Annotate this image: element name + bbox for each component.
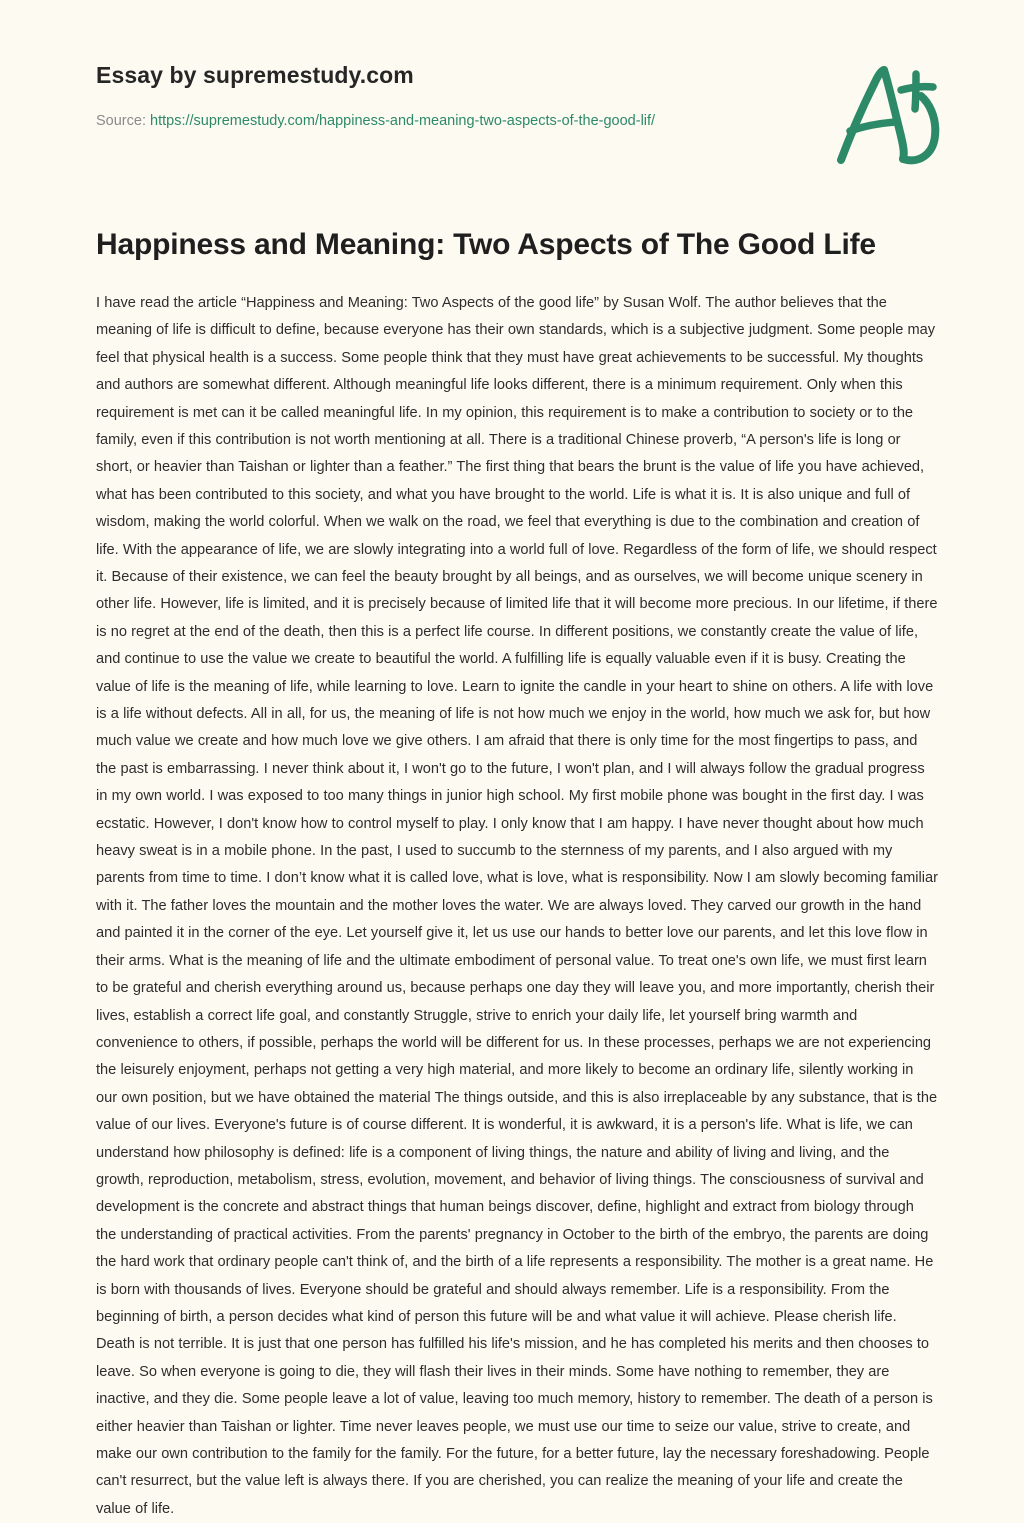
article [0, 226, 1024, 1523]
source-url-link[interactable]: https://supremestudy.com/happiness-and-meaning-two-aspects-of-the-good-lif/ [150, 112, 656, 129]
page-title: Happiness and Meaning: Two Aspects of The Good Life [96, 228, 876, 262]
source-label: Source: [96, 112, 146, 129]
page-header [0, 0, 1024, 130]
aplus-logo-icon [820, 52, 950, 172]
article-body-text: I have read the article “Happiness and Meaning: Two Aspects of the good life” by Susan Wolf. The author believes that the meaning of life is difficult to define, because everyone has their own standards, which is a subjective judgment. Some people may feel that physical health is a success. Some people think that they must have great achievements to be successful. My thoughts and authors are somewhat different. Although meaningful life looks different, there is a minimum requirement. Only when this requirement is met can it be called meaningful life. In my opinion, this requirement is to make a contribution to society or to the family, even if this contribution is not worth mentioning at all. There is a traditional Chinese proverb, “A person's life is long or short, or heavier than Taishan or lighter than a feather.” The first thing that bears the brunt is the value of life you have achieved, what has been contributed to this society, and what you have brought to the world. Life is what it is. It is also unique and full of wisdom, making the world colorful. When we walk on the road, we feel that everything is due to the combination and creation of life. With the appearance of life, we are slowly integrating into a world full of love. Regardless of the form of life, we should respect it. Because of their existence, we can feel the beauty brought by all beings, and as ourselves, we will become unique scenery in other life. However, life is limited, and it is precisely because of limited life that it will become more precious. In our lifetime, if there is no regret at the end of the death, then this is a perfect life course. In different positions, we constantly create the value of life, and continue to use the value we create to beautiful the world. A fulfilling life is equally valuable even if it is busy. Creating the value of life is the meaning of life, while learning to love. Learn to ignite the candle in your heart to shine on others. A life with love is a life without defects. All in all, for us, the meaning of life is not how much we enjoy in the world, how much we ask for, but how much value we create and how much love we give others. I am afraid that there is only time for the most fingertips to pass, and the past is embarrassing. I never think about it, I won't go to the future, I won't plan, and I will always follow the gradual progress in my own world. I was exposed to too many things in junior high school. My first mobile phone was bought in the first day. I was ecstatic. However, I don't know how to control myself to play. I only know that I am happy. I have never thought about how much heavy sweat is in a mobile phone. In the past, I used to succumb to the sternness of my parents, and I also argued with my parents from time to time. I don’t know what it is called love, what is love, what is responsibility. Now I am slowly becoming familiar with it. The father loves the mountain and the mother loves the water. We are always loved. They carved our growth in the hand and painted it in the corner of the eye. Let yourself give it, let us use our hands to better love our parents, and let this love flow in their arms. What is the meaning of life and the ultimate embodiment of personal value. To treat one's own life, we must first learn to be grateful and cherish everything around us, because perhaps one day they will leave you, and more importantly, cherish their lives, establish a correct life goal, and constantly Struggle, strive to enrich your daily life, let yourself bring warmth and convenience to others, if possible, perhaps the world will be different for us. In these processes, perhaps we are not experiencing the leisurely enjoyment, perhaps not getting a very high material, and more likely to become an ordinary life, silently working in our own position, but we have obtained the material The things outside, and this is also irreplaceable by any substance, that is the value of our lives. Everyone's future is of course different. It is wonderful, it is awkward, it is a person's life. What is life, we can understand how philosophy is defined: life is a component of living things, the nature and ability of living and living, and the growth, reproduction, metabolism, stress, evolution, movement, and behavior of living things. The consciousness of survival and development is the concrete and abstract things that human beings discover, define, highlight and extract from biology through the understanding of practical activities. From the parents' pregnancy in October to the birth of the embryo, the parents are doing the hard work that ordinary people can't think of, and the birth of a life represents a responsibility. The mother is a great name. He is born with thousands of lives. Everyone should be grateful and should always remember. Life is a responsibility. From the beginning of birth, a person decides what kind of person this future will be and what value it will achieve. Please cherish life. Death is not terrible. It is just that one person has fulfilled his life's mission, and he has completed his merits and then chooses to leave. So when everyone is going to die, they will flash their lives in their minds. Some have nothing to remember, they are inactive, and they die. Some people leave a lot of value, leaving too much memory, history to remember. The death of a person is either heavier than Taishan or lighter. Time never leaves people, we must use our time to seize our value, strive to create, and make our own contribution to the family for the family. For the future, for a better future, lay the necessary foreshadowing. People can't resurrect, but the value left is always there. If you are cherished, you can realize the meaning of your life and create the value of life. [96, 294, 938, 1517]
essay-byline: Essay by supremestudy.com [96, 62, 414, 88]
